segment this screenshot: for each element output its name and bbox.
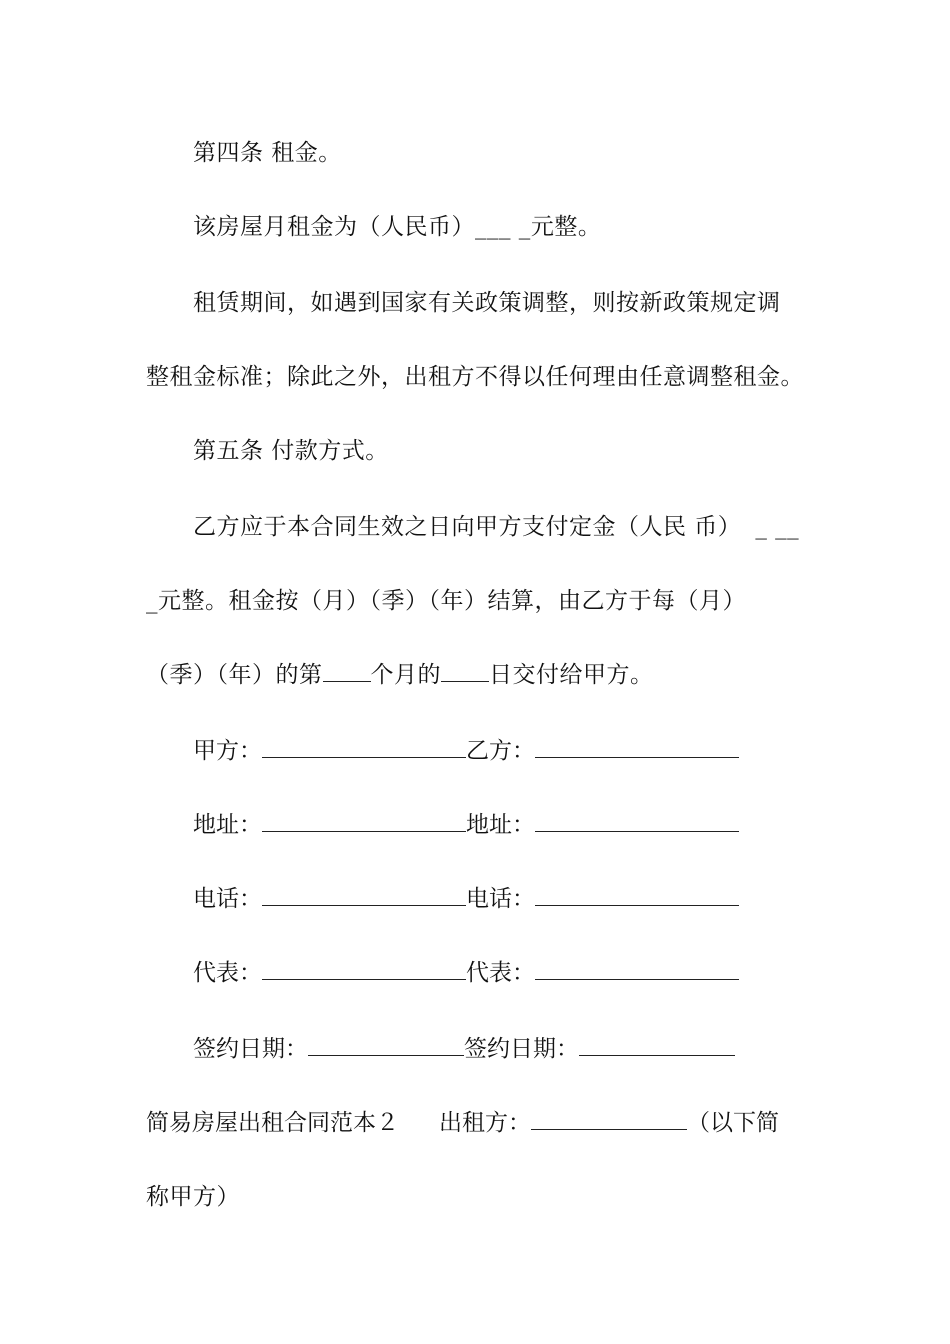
rep-a-blank — [262, 959, 466, 980]
address-a-blank — [262, 811, 466, 832]
phone-b-label: 电话： — [466, 886, 535, 912]
article5-heading — [146, 436, 855, 466]
pay-line1-blank: _ __ — [755, 514, 800, 540]
rent-prefix: 该房屋月租金为（人民币） — [193, 214, 475, 240]
phone-b-blank — [535, 885, 739, 906]
address-a-label: 地址： — [193, 812, 262, 838]
adjust-line2-text: 整租金标准；除此之外，出租方不得以任何理由任意调整租金。 — [146, 364, 804, 390]
lessor-blank — [531, 1109, 687, 1130]
pay-line3-b: 个月的 — [370, 662, 441, 688]
signature-row-date — [193, 1034, 735, 1064]
address-b-label: 地址： — [466, 812, 535, 838]
pay-line3-a: （季）（年）的第 — [146, 662, 323, 688]
rep-a-label: 代表： — [193, 960, 262, 986]
signature-row-representative — [193, 958, 739, 988]
signature-row-address — [193, 810, 739, 840]
party-b-blank — [535, 737, 739, 758]
signature-row-phone — [193, 884, 739, 914]
rent-blank: ___ _ — [475, 214, 531, 240]
party-a-blank — [262, 737, 466, 758]
date-b-label: 签约日期： — [464, 1036, 579, 1062]
rep-b-blank — [535, 959, 739, 980]
day-index-blank — [441, 661, 489, 682]
article4-rent-line — [146, 212, 855, 242]
article5-heading-text: 第五条 付款方式。 — [193, 438, 389, 464]
lessor-label: 出租方： — [439, 1110, 531, 1136]
next-contract-line2-text: 称甲方） — [146, 1184, 240, 1210]
date-a-label: 签约日期： — [193, 1036, 308, 1062]
pay-line1-text: 乙方应于本合同生效之日向甲方支付定金（人民 币） — [193, 514, 742, 540]
rent-suffix: 元整。 — [530, 214, 602, 240]
phone-a-blank — [262, 885, 466, 906]
article4-adjust-line1 — [146, 288, 808, 318]
pay-line2-text: _元整。租金按（月）（季）（年）结算，由乙方于每（月） — [146, 588, 746, 614]
article5-pay-line2 — [146, 586, 808, 616]
next-contract-title: 简易房屋出租合同范本２ — [146, 1110, 399, 1136]
date-a-blank — [308, 1035, 464, 1056]
month-index-blank — [323, 661, 371, 682]
next-contract-title-row — [146, 1108, 808, 1138]
pay-line3-c: 日交付给甲方。 — [489, 662, 654, 688]
adjust-line1-text: 租赁期间，如遇到国家有关政策调整，则按新政策规定调 — [193, 290, 781, 316]
article4-adjust-line2 — [146, 362, 808, 392]
party-b-label: 乙方： — [466, 738, 535, 764]
next-contract-line2 — [146, 1182, 808, 1212]
date-b-blank — [579, 1035, 735, 1056]
rep-b-label: 代表： — [466, 960, 535, 986]
address-b-blank — [535, 811, 739, 832]
article4-heading — [146, 138, 855, 168]
party-a-label: 甲方： — [193, 738, 262, 764]
signature-row-party — [193, 736, 739, 766]
lessor-suffix: （以下简 — [687, 1110, 779, 1136]
phone-a-label: 电话： — [193, 886, 262, 912]
article4-heading-text: 第四条 租金。 — [193, 140, 342, 166]
article5-pay-line1 — [146, 512, 808, 542]
article5-pay-line3 — [146, 660, 808, 690]
